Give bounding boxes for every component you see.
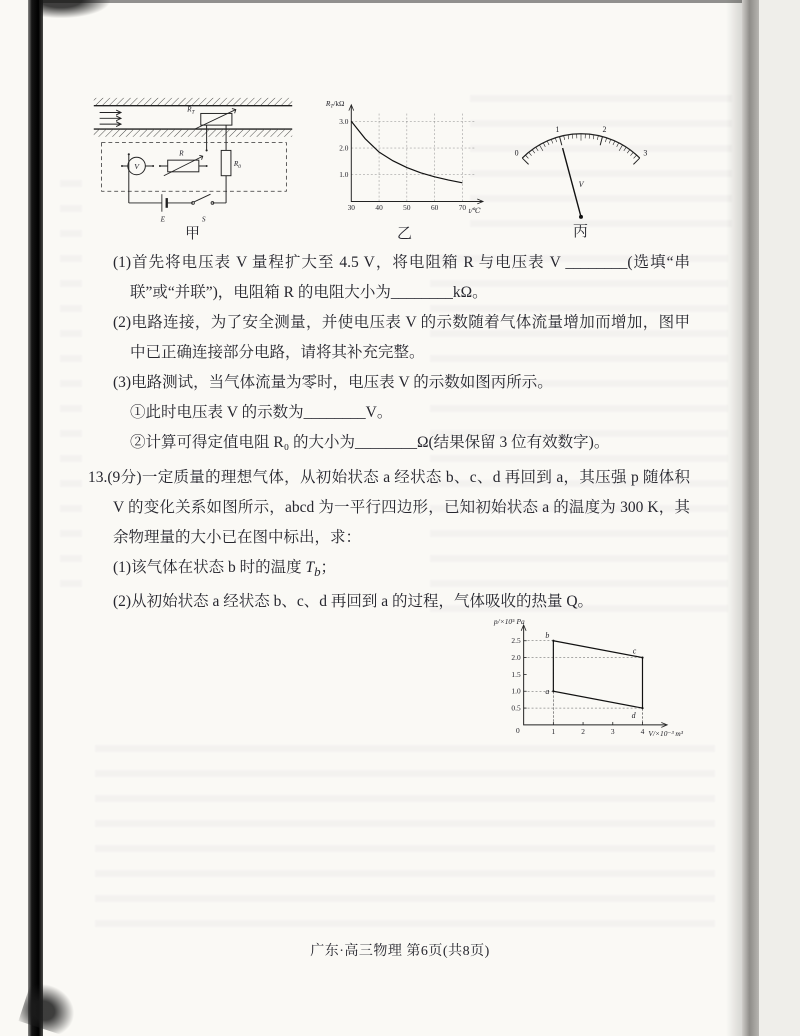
rt-chart xyxy=(322,96,488,225)
svg-text:0: 0 xyxy=(514,148,519,158)
pipe-hatch-top xyxy=(94,98,292,106)
q12-part2: (2)电路连接，为了安全测量，并使电压表 V 的示数随着气体流量增加而增加，图甲中已正确连接部分电路，请将其补充完整。 xyxy=(113,314,690,361)
figure-rt xyxy=(322,96,488,243)
resistance-box-arrow xyxy=(164,155,203,175)
circuit-diagram xyxy=(86,94,300,225)
svg-text:1: 1 xyxy=(551,726,556,736)
svg-text:1.0: 1.0 xyxy=(511,686,521,696)
svg-text:1: 1 xyxy=(555,124,560,134)
q13-sub2: (2)从初始状态 a 经状态 b、c、d 再回到 a 的过程，气体吸收的热量 Q。 xyxy=(113,593,594,611)
q12-part1: (1)首先将电压表 V 量程扩大至 4.5 V，将电阻箱 R 与电压表 V ________(选填“串联”或“并联”)，电阻箱 R 的电阻大小为________kΩ。 xyxy=(113,254,690,301)
switch-lever xyxy=(194,194,211,202)
page-footer: 广东·高三物理 第6页(共8页) xyxy=(310,944,490,959)
meter-pivot xyxy=(579,215,583,219)
battery-label: E xyxy=(160,215,166,224)
pv-chart xyxy=(486,614,694,753)
svg-text:30: 30 xyxy=(347,203,355,213)
svg-text:c: c xyxy=(632,646,637,656)
scan-top-edge xyxy=(42,0,742,3)
scan-left-black-bar xyxy=(28,0,43,1036)
figure-caption-jia: 甲 xyxy=(184,226,201,243)
r0-resistor-body xyxy=(221,150,231,175)
svg-text:50: 50 xyxy=(403,203,411,213)
svg-text:2.5: 2.5 xyxy=(511,636,521,646)
figure-circuit xyxy=(86,94,300,243)
switch-label: S xyxy=(201,215,206,224)
svg-text:0: 0 xyxy=(515,725,520,735)
svg-text:V/×10⁻³ m³: V/×10⁻³ m³ xyxy=(648,728,683,738)
bleedthrough-noise xyxy=(95,745,715,935)
voltmeter-chart xyxy=(492,112,670,223)
svg-text:4: 4 xyxy=(640,726,645,736)
figure-meter xyxy=(492,112,670,241)
figure-caption-yi: 乙 xyxy=(396,225,413,242)
figure-voltmeter xyxy=(492,112,670,223)
q13-stem: 13.(9分)一定质量的理想气体，从初始状态 a 经状态 b、c、d 再回到 a，其压强 p 随体积 V 的变化关系如图所示，abcd 为一平行四边形，已知初始状态 a 的温度为 300 K，其余物理量的大小已在图中标出，求： xyxy=(88,469,690,546)
svg-text:60: 60 xyxy=(430,203,439,213)
svg-text:3: 3 xyxy=(610,726,615,736)
svg-text:0.5: 0.5 xyxy=(511,703,521,713)
figure-caption-bing: 丙 xyxy=(572,223,589,240)
svg-text:b: b xyxy=(545,630,550,640)
svg-text:1.5: 1.5 xyxy=(511,669,521,679)
svg-text:40: 40 xyxy=(375,203,383,213)
svg-text:t/℃: t/℃ xyxy=(468,206,481,216)
q12-part3-2: ②计算可得定值电阻 R₀ 的大小为________Ω(结果保留 3 位有效数字)。 xyxy=(130,434,610,451)
scan-right-shadow xyxy=(726,0,742,1036)
svg-text:2.0: 2.0 xyxy=(511,653,521,663)
svg-text:3: 3 xyxy=(643,148,648,158)
scan-right-edge xyxy=(759,0,800,1036)
pv-parallelogram xyxy=(553,641,642,708)
resistance-box-label: R xyxy=(179,149,184,158)
svg-text:70: 70 xyxy=(458,203,467,213)
svg-text:2: 2 xyxy=(581,726,585,736)
figure-pv xyxy=(486,614,694,753)
svg-text:RT/kΩ: $R_T/k\Omega$ xyxy=(325,98,345,110)
thermistor-label: $R_T$ xyxy=(187,105,195,116)
scan-right-gray-bar xyxy=(742,0,759,1036)
q13-sub1 xyxy=(113,553,690,587)
bleedthrough-noise xyxy=(60,180,82,600)
q12-part3-1: ①此时电压表 V 的示数为________V。 xyxy=(130,404,393,421)
voltmeter-label: V xyxy=(134,161,139,171)
q13-sub1-prefix: (1)该气体在状态 b 时的温度 xyxy=(113,559,306,576)
svg-text:d: d xyxy=(631,710,636,720)
svg-text:p/×10⁵ Pa: p/×10⁵ Pa xyxy=(493,616,525,626)
question-text xyxy=(88,248,690,617)
svg-text:2.0: 2.0 xyxy=(339,143,349,153)
svg-text:3.0: 3.0 xyxy=(339,116,349,126)
r0-resistor-label: $R_0$ xyxy=(233,159,241,170)
pipe-hatch-bottom xyxy=(94,129,292,137)
svg-text:a: a xyxy=(545,687,550,697)
svg-text:V: V xyxy=(578,180,584,190)
gas-flow-arrows xyxy=(100,110,121,127)
figure-rt-graph xyxy=(322,96,488,225)
svg-text:1.0: 1.0 xyxy=(339,170,349,180)
q13-sub1-suffix: ； xyxy=(320,559,337,576)
dashed-enclosure xyxy=(102,143,287,192)
tb-symbol: $T_b$ xyxy=(305,559,321,580)
scan-top-smudge xyxy=(40,0,110,18)
q12-part3: (3)电路测试，当气体流量为零时，电压表 V 的示数如图丙所示。 xyxy=(113,374,553,391)
figure-pv-graph xyxy=(486,614,694,753)
svg-text:2: 2 xyxy=(602,124,607,134)
